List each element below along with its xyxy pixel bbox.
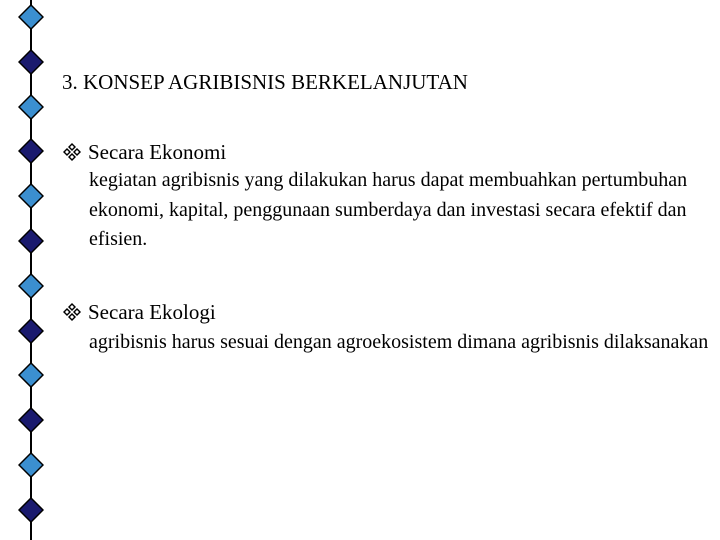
section-heading-ekonomi	[62, 138, 712, 166]
four-diamond-bullet-icon	[62, 142, 82, 162]
four-diamond-bullet-icon	[62, 302, 82, 322]
section-ekonomi	[62, 138, 712, 255]
diamond-ornament-icon	[18, 138, 44, 164]
diamond-ornament-icon	[18, 452, 44, 478]
diamond-ornament-icon	[18, 228, 44, 254]
diamond-ornament-icon	[18, 497, 44, 523]
slide-title: 3. KONSEP AGRIBISNIS BERKELANJUTAN	[62, 70, 468, 94]
diamond-ornament-icon	[18, 4, 44, 30]
diamond-ornament-icon	[18, 318, 44, 344]
diamond-ornament-icon	[18, 362, 44, 388]
section-heading-label: Secara Ekologi	[88, 300, 216, 324]
diamond-ornament-icon	[18, 94, 44, 120]
diamond-ornament-icon	[18, 273, 44, 299]
section-body-ekologi: agribisnis harus sesuai dengan agroekosistem dimana agribisnis dilaksanakan	[89, 331, 709, 353]
section-heading-ekologi	[62, 298, 712, 326]
diamond-ornament-icon	[18, 49, 44, 75]
diamond-ornament-icon	[18, 183, 44, 209]
diamond-ornament-icon	[18, 407, 44, 433]
section-heading-label: Secara Ekonomi	[88, 140, 227, 164]
section-ekologi	[62, 298, 712, 359]
section-body-ekonomi: kegiatan agribisnis yang dilakukan harus dapat membuahkan pertumbuhan ekonomi, kapital, penggunaan sumberdaya dan investasi secara efektif dan efisien.	[89, 169, 688, 250]
